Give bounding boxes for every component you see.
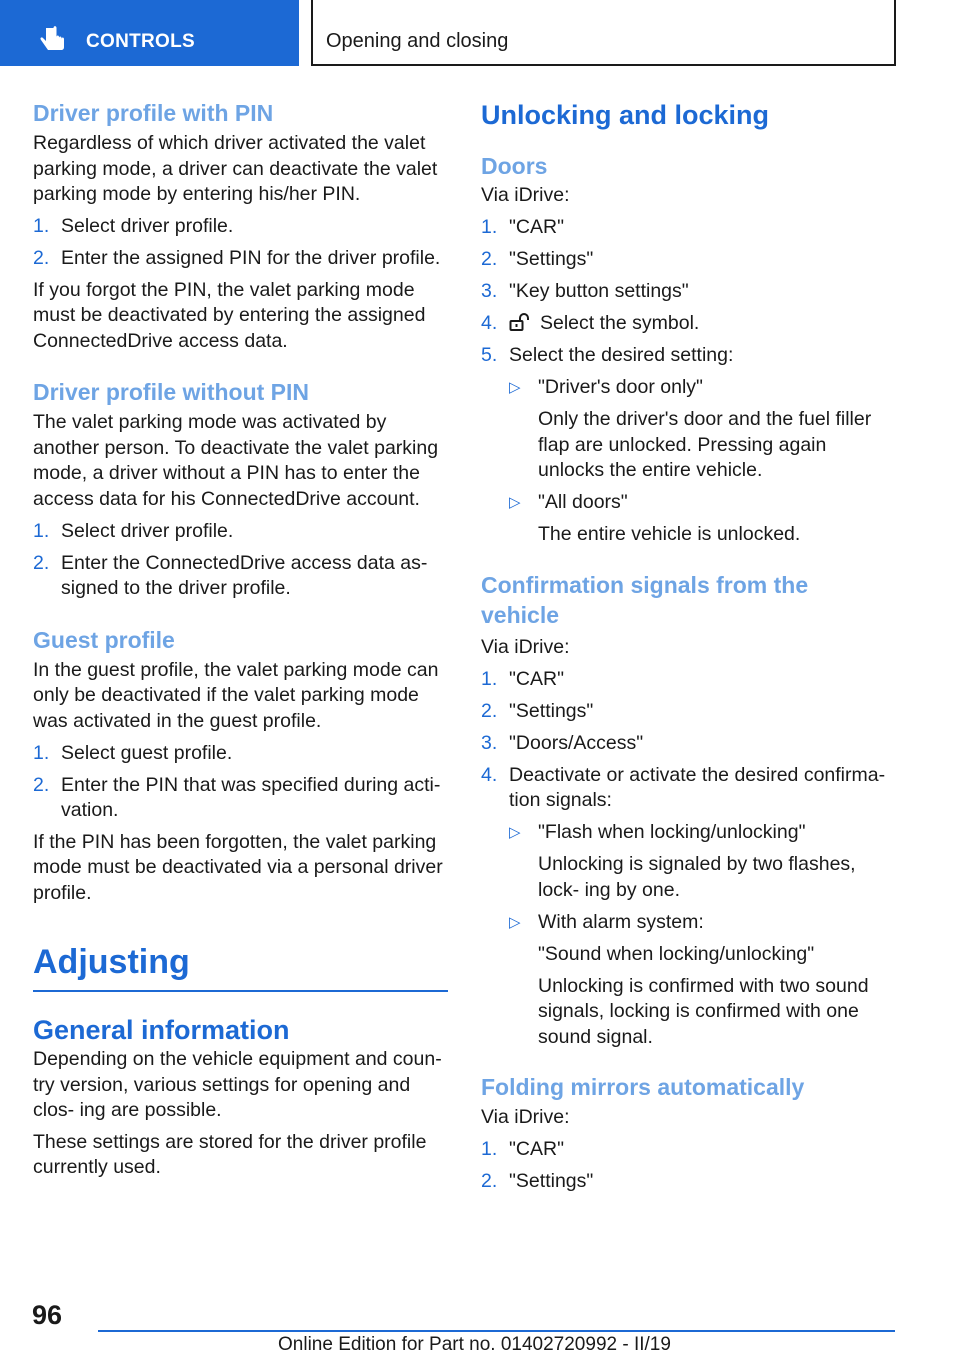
option-item: ▷ "All doors" The entire vehicle is unlocked. — [509, 491, 801, 545]
list-item: 3. "Key button settings" — [481, 280, 689, 302]
right-column — [481, 98, 896, 1195]
paragraph: The valet parking mode was activated by another person. To deactivate the valet parking mode, a driver without a PIN has to enter the access data for his ConnectedDrive account. — [33, 411, 439, 510]
section-label: CONTROLS — [86, 31, 196, 52]
list-item: 4. Select the symbol. — [481, 312, 700, 334]
heading-folding-mirrors: Folding mirrors automatically — [481, 1074, 805, 1100]
list-item: 5. Select the desired setting: ▷ "Driver's door only" Only the driver's door and the fuel filler flap are unlocked. Pressing again unlocks the entire vehicle. ▷ "All doors" The entire vehicle is unlocked. — [481, 343, 896, 548]
heading-driver-profile-with-pin: Driver profile with PIN — [33, 100, 274, 126]
triangle-bullet-icon: ▷ — [509, 494, 521, 511]
heading-doors: Doors — [481, 153, 548, 179]
paragraph: Regardless of which driver activated the valet parking mode, a driver can deactivate the valet parking mode by entering his/her PIN. — [33, 132, 438, 205]
list-item: 4. Deactivate or activate the desired confirma‐ tion signals: ▷ "Flash when locking/unlocking" Unlocking is signaled by two flashes, lock‐ ing by one. ▷ With alarm system: "Sound when locking/unlocking" Unlocking is confirmed with two sound signals, locking is confirmed with one sound signal. — [481, 763, 896, 1051]
list-item: 2. Enter the ConnectedDrive access data as‐ signed to the driver profile. — [33, 551, 428, 599]
list-item: 1. "CAR" — [481, 216, 565, 238]
step-list — [33, 519, 448, 602]
via-idrive: Via iDrive: — [481, 184, 570, 206]
chapter-title: Opening and closing — [326, 30, 509, 52]
step-list — [481, 1137, 896, 1195]
heading-guest-profile: Guest profile — [33, 626, 175, 653]
list-item: 1. "CAR" — [481, 667, 565, 690]
option-list — [509, 820, 896, 1050]
option-list — [509, 375, 896, 548]
list-item: 2. Enter the PIN that was specified during acti‐ vation. — [33, 773, 441, 821]
hand-pointer-icon — [40, 26, 66, 54]
option-item: ▷ "Driver's door only" Only the driver's door and the fuel filler flap are unlocked. Pressing again unlocks the entire vehicle. — [509, 376, 872, 481]
list-item: 1. Select guest profile. — [33, 741, 233, 764]
left-column — [33, 98, 448, 1181]
step-list — [481, 667, 896, 1051]
list-item: 2. "Settings" — [481, 1170, 594, 1192]
unlocked-padlock-icon — [509, 313, 531, 331]
step-list — [481, 215, 896, 548]
paragraph: If you forgot the PIN, the valet parking mode must be deactivated by entering the assigned ConnectedDrive access data. — [33, 278, 426, 352]
list-item: 1. Select driver profile. — [33, 519, 234, 542]
list-item: 2. Enter the assigned PIN for the driver profile. — [33, 247, 441, 269]
list-item: 1. "CAR" — [481, 1138, 565, 1160]
footer-rule — [98, 1330, 895, 1332]
step-list — [33, 214, 448, 272]
paragraph: If the PIN has been forgotten, the valet parking mode must be deactivated via a personal driver profile. — [33, 830, 443, 904]
heading-unlocking-and-locking: Unlocking and locking — [481, 100, 770, 130]
triangle-bullet-icon: ▷ — [509, 379, 521, 396]
via-idrive: Via iDrive: — [481, 1106, 570, 1128]
triangle-bullet-icon: ▷ — [509, 824, 521, 841]
paragraph: Depending on the vehicle equipment and coun‐ try version, various settings for opening and clos‐ ing are possible. — [33, 1048, 442, 1121]
heading-rule — [33, 990, 448, 992]
option-item: ▷ "Flash when locking/unlocking" Unlocking is signaled by two flashes, lock‐ ing by one. — [509, 821, 856, 901]
via-idrive: Via iDrive: — [481, 635, 570, 658]
paragraph: These settings are stored for the driver profile currently used. — [33, 1130, 427, 1178]
heading-adjusting: Adjusting — [33, 943, 190, 981]
heading-general-information: General information — [33, 1015, 290, 1045]
list-item: 2. "Settings" — [481, 699, 594, 722]
option-item: ▷ With alarm system: "Sound when locking/unlocking" Unlocking is confirmed with two sound signals, locking is confirmed with one sound signal. — [509, 910, 869, 1048]
heading-driver-profile-without-pin: Driver profile without PIN — [33, 379, 310, 405]
edition-note: Online Edition for Part no. 01402720992 - II/19 — [278, 1334, 671, 1355]
list-item: 2. "Settings" — [481, 248, 594, 270]
step-list — [33, 741, 448, 824]
heading-confirmation-signals: Confirmation signals from the vehicle — [481, 571, 809, 628]
list-item: 1. Select driver profile. — [33, 215, 234, 237]
list-item: 3. "Doors/Access" — [481, 731, 644, 754]
paragraph: In the guest profile, the valet parking mode can only be deactivated if the valet parking mode was activated in the guest profile. — [33, 658, 439, 732]
page-number: 96 — [32, 1300, 63, 1330]
triangle-bullet-icon: ▷ — [509, 913, 521, 931]
